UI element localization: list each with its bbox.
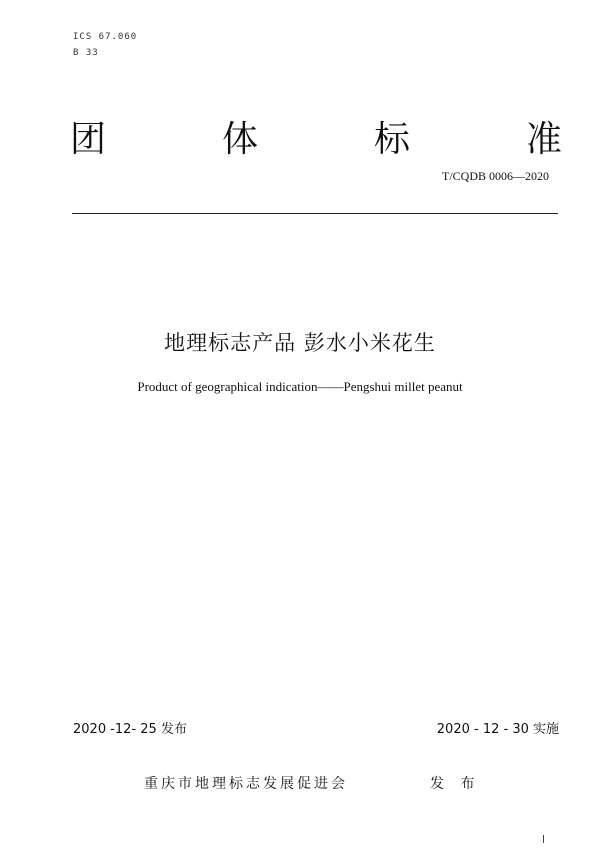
chinese-title: 地理标志产品 彭水小米花生	[164, 331, 436, 355]
ccs-code: B 33	[73, 48, 99, 58]
issue-date: 2020 -12- 25 发布	[73, 722, 187, 737]
standard-number: T/CQDB 0006—2020	[441, 169, 549, 183]
publish-label: 发 布	[430, 776, 481, 792]
page-mark	[543, 835, 544, 843]
document-type-title	[70, 118, 562, 162]
ics-code: ICS 67.060	[73, 32, 138, 42]
issuing-organization: 重庆市地理标志发展促进会	[144, 776, 348, 792]
document-type-char-1: 团	[70, 119, 107, 160]
document-type-char-4: 准	[525, 119, 562, 160]
english-title: Product of geographical indication——Pengshui millet peanut	[137, 379, 463, 394]
header-divider	[72, 213, 558, 214]
document-type-char-2: 体	[221, 119, 258, 160]
document-type-char-3: 标	[373, 119, 410, 160]
implementation-date: 2020 - 12 - 30 实施	[436, 722, 559, 737]
